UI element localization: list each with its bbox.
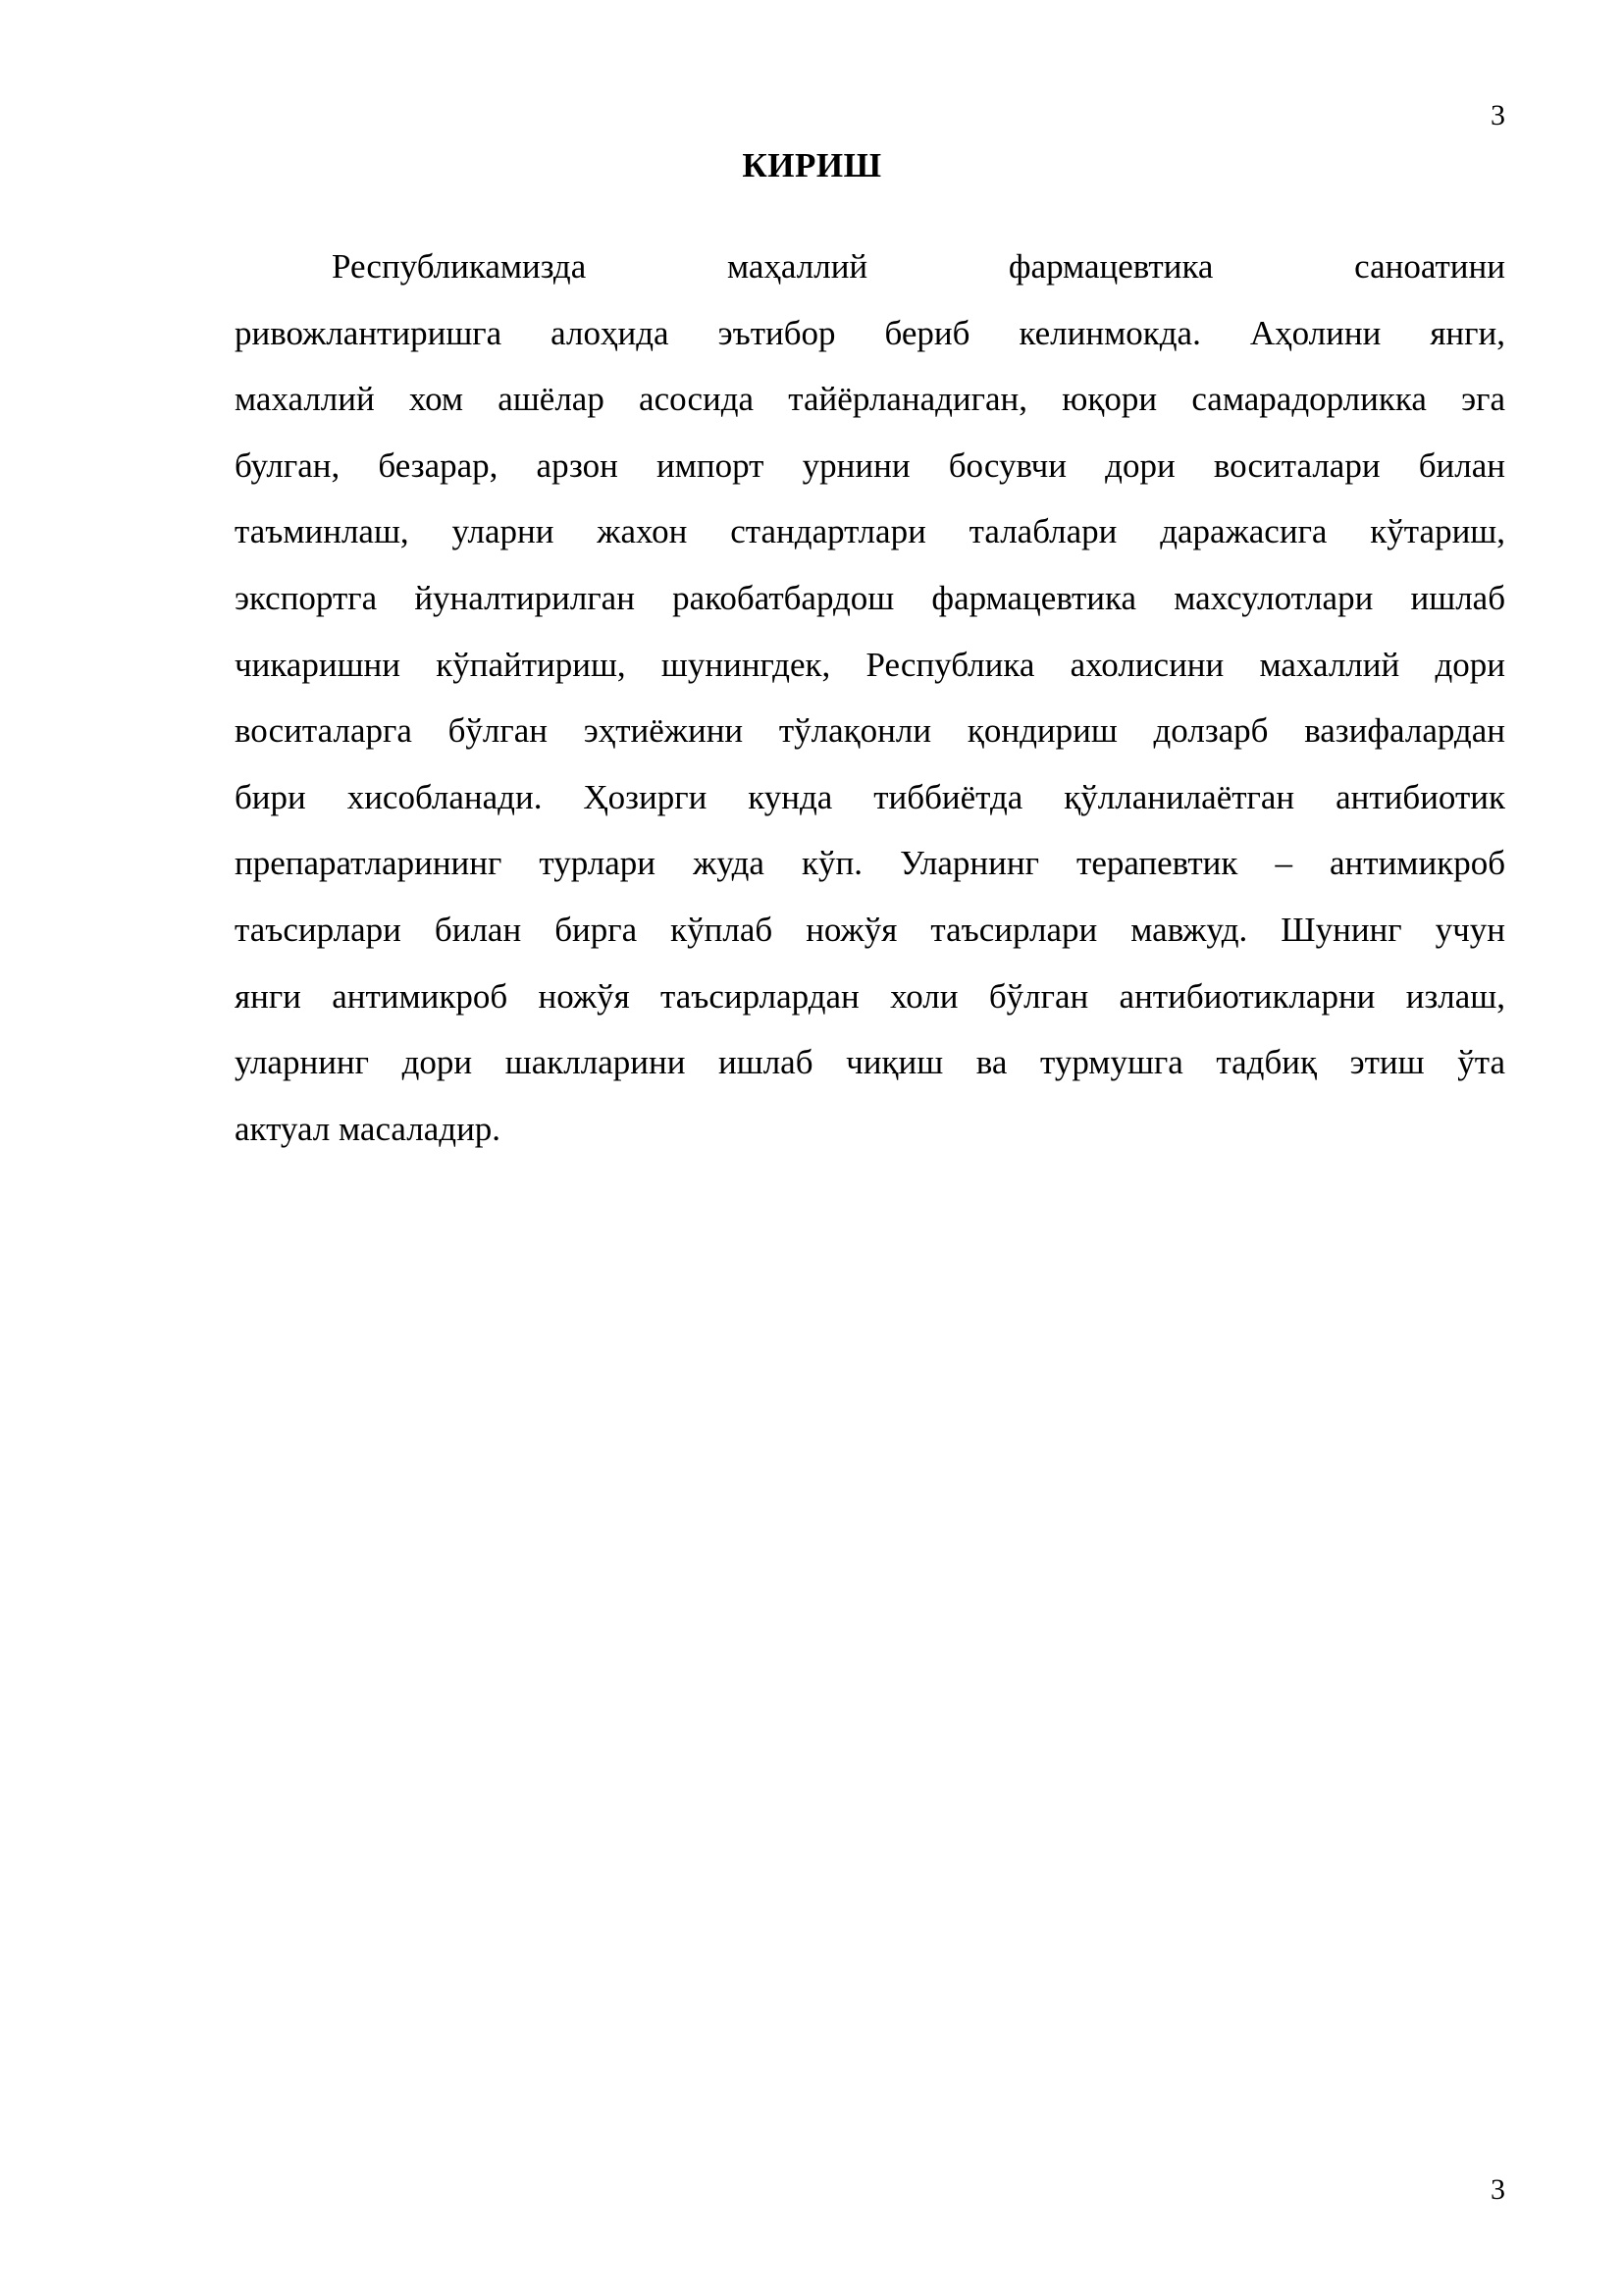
paragraph-line: махаллий хом ашёлар асосида тайёрланадиган, юқори самарадорликка эга: [235, 380, 1505, 419]
paragraph-line: воситаларга бўлган эҳтиёжини тўлақонли қондириш долзарб вазифалардан: [235, 711, 1505, 751]
paragraph-line: ривожлантиришга алоҳида эътибор бериб келинмокда. Аҳолини янги,: [235, 313, 1505, 352]
paragraph-line: таъсирлари билан бирга кўплаб ножўя таъсирлари мавжуд. Шунинг учун: [235, 910, 1505, 949]
paragraph-line: янги антимикроб ножўя таъсирлардан холи бўлган антибиотикларни излаш,: [235, 976, 1505, 1016]
paragraph-line: чикаришни кўпайтириш, шунингдек, Республика ахолисини махаллий дори: [235, 645, 1505, 684]
paragraph-line: экспортга йуналтирилган ракобатбардош фармацевтика махсулотлари ишлаб: [235, 578, 1505, 617]
paragraph-line: бири хисобланади. Ҳозирги кунда тиббиётда қўлланилаётган антибиотик: [235, 777, 1505, 816]
paragraph-line: таъминлаш, уларни жахон стандартлари талаблари даражасига кўтариш,: [235, 512, 1505, 551]
page-number-bottom: 3: [1491, 2173, 1505, 2206]
page-number-top: 3: [1491, 99, 1505, 131]
paragraph-line: уларнинг дори шаклларини ишлаб чиқиш ва турмушга тадбиқ этиш ўта: [235, 1043, 1505, 1082]
introduction-paragraph: [235, 234, 1505, 1162]
paragraph-line: булган, безарар, арзон импорт урнини босувчи дори воситалари билан: [235, 445, 1505, 485]
paragraph-line: актуал масаладир.: [235, 1109, 501, 1148]
paragraph-line: Республикамизда маҳаллий фармацевтика саноатини: [332, 247, 1505, 286]
document-heading: КИРИШ: [742, 146, 882, 184]
paragraph-line: препаратларининг турлари жуда кўп. Уларнинг терапевтик – антимикроб: [235, 844, 1505, 883]
